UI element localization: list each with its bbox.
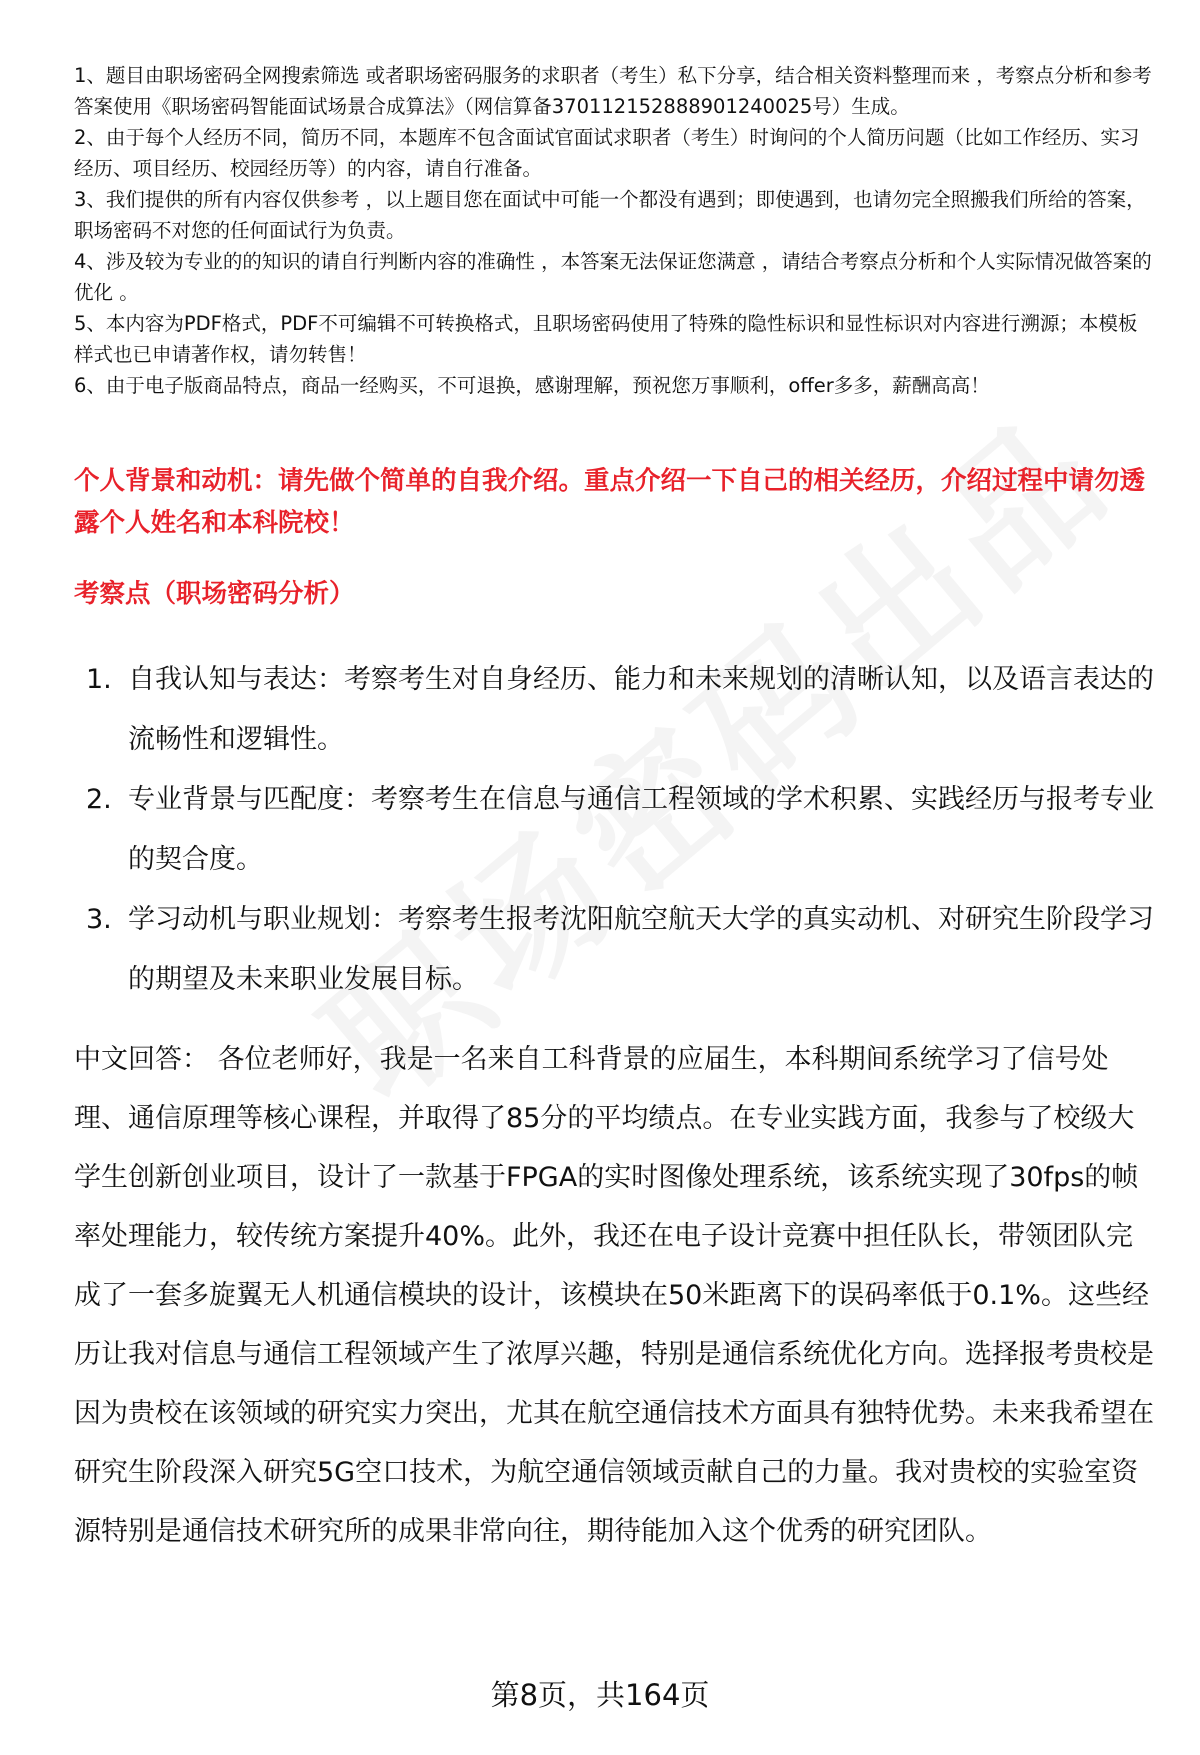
analysis-title: 考察点（职场密码分析） [74,579,355,609]
question-heading: 个人背景和动机：请先做个简单的自我介绍。重点介绍一下自己的相关经历，介绍过程中请勿透露个人姓名和本科院校！ [74,466,1146,538]
analysis-point [74,650,1156,770]
point-number: 3. [86,904,112,935]
disclaimer-item: 3、我们提供的所有内容仅供参考 ，以上题目您在面试中可能一个都没有遇到；即使遇到，也请勿完全照搬我们所给的答案，职场密码不对您的任何面试行为负责。 [74,188,1146,242]
analysis-point [74,770,1156,890]
disclaimer-item: 6、由于电子版商品特点，商品一经购买，不可退换，感谢理解，预祝您万事顺利，offer多多，薪酬高高！ [74,374,990,397]
disclaimer-item: 2、由于每个人经历不同，简历不同，本题库不包含面试官面试求职者（考生）时询问的个人简历问题（比如工作经历、实习经历、项目经历、校园经历等）的内容，请自行准备。 [74,126,1140,180]
point-text: 专业背景与匹配度：考察考生在信息与通信工程领域的学术积累、实践经历与报考专业的契合度。 [128,784,1154,875]
disclaimer-item: 5、本内容为PDF格式，PDF不可编辑不可转换格式，且职场密码使用了特殊的隐性标识和显性标识对内容进行溯源；本模板样式也已申请著作权，请勿转售！ [74,312,1138,366]
page-number: 第8页，共164页 [490,1678,710,1712]
point-text: 学习动机与职业规划：考察考生报考沈阳航空航天大学的真实动机、对研究生阶段学习的期望及未来职业发展目标。 [128,904,1154,995]
point-number: 1. [86,664,112,695]
point-number: 2. [86,784,112,815]
analysis-points-list [74,650,1156,1010]
disclaimer-item: 4、涉及较为专业的的知识的请自行判断内容的准确性 ，本答案无法保证您满意 ，请结合考察点分析和个人实际情况做答案的优化 。 [74,250,1152,304]
analysis-point [74,890,1156,1010]
answer-paragraph: 中文回答： 各位老师好，我是一名来自工科背景的应届生，本科期间系统学习了信号处理、通信原理等核心课程，并取得了85分的平均绩点。在专业实践方面，我参与了校级大学生创新创业项目，设计了一款基于FPGA的实时图像处理系统，该系统实现了30fps的帧率处理能力，较传统方案提升40%。此外，我还在电子设计竞赛中担任队长，带领团队完成了一套多旋翼无人机通信模块的设计，该模块在50米距离下的误码率低于0.1%。这些经历让我对信息与通信工程领域产生了浓厚兴趣，特别是通信系统优化方向。选择报考贵校是因为贵校在该领域的研究实力突出，尤其在航空通信技术方面具有独特优势。未来我希望在研究生阶段深入研究5G空口技术，为航空通信领域贡献自己的力量。我对贵校的实验室资源特别是通信技术研究所的成果非常向往，期待能加入这个优秀的研究团队。 [74,1044,1154,1547]
point-text: 自我认知与表达：考察考生对自身经历、能力和未来规划的清晰认知，以及语言表达的流畅性和逻辑性。 [128,664,1154,755]
disclaimer-block [74,60,1156,401]
disclaimer-item: 1、题目由职场密码全网搜索筛选 或者职场密码服务的求职者（考生）私下分享，结合相关资料整理而来 ，考察点分析和参考答案使用《职场密码智能面试场景合成算法》（网信算备370112152888901240025号）生成。 [74,64,1152,118]
